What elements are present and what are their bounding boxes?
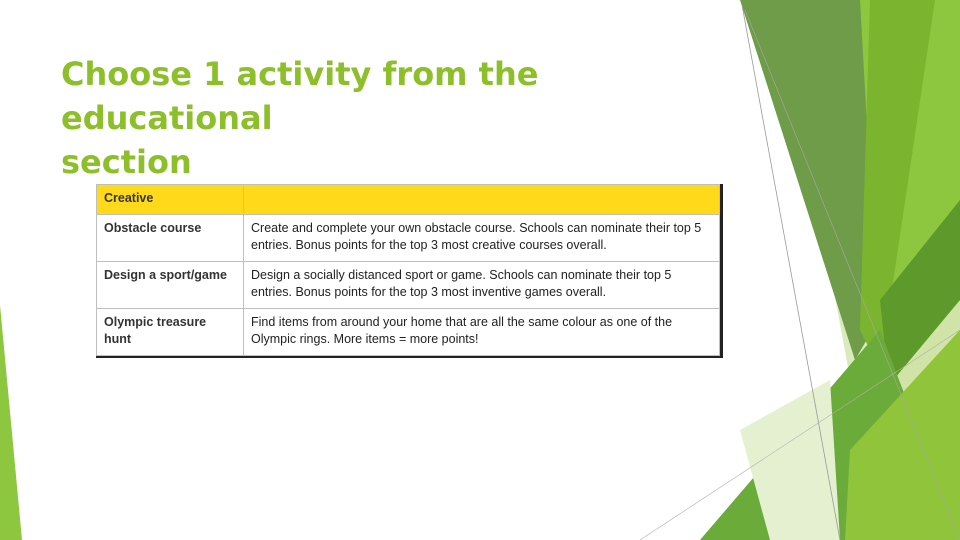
title-plain-text: Choose 1 activity from the — [61, 55, 539, 93]
activity-name: Design a sport/game — [97, 262, 244, 309]
title-bold-text: educational — [61, 99, 273, 137]
table-row — [97, 309, 720, 356]
activity-description: Find items from around your home that are all the same colour as one of the Olympic rings. More items = more points! — [244, 309, 720, 356]
title-bold-text-2: section — [61, 143, 192, 181]
table-header-row — [97, 185, 720, 215]
table-row — [97, 262, 720, 309]
slide-title — [61, 52, 741, 184]
activity-name: Olympic treasure hunt — [97, 309, 244, 356]
activity-description: Create and complete your own obstacle course. Schools can nominate their top 5 entries. Bonus points for the top 3 most creative courses overall. — [244, 215, 720, 262]
activity-table-container — [96, 184, 723, 358]
table-header-empty-cell — [244, 185, 720, 215]
table-row — [97, 215, 720, 262]
activity-description: Design a socially distanced sport or game. Schools can nominate their top 5 entries. Bonus points for the top 3 most inventive games overall. — [244, 262, 720, 309]
left-edge-panel — [0, 305, 22, 540]
activity-name: Obstacle course — [97, 215, 244, 262]
activity-table — [96, 184, 720, 356]
table-header-cell: Creative — [97, 185, 244, 215]
